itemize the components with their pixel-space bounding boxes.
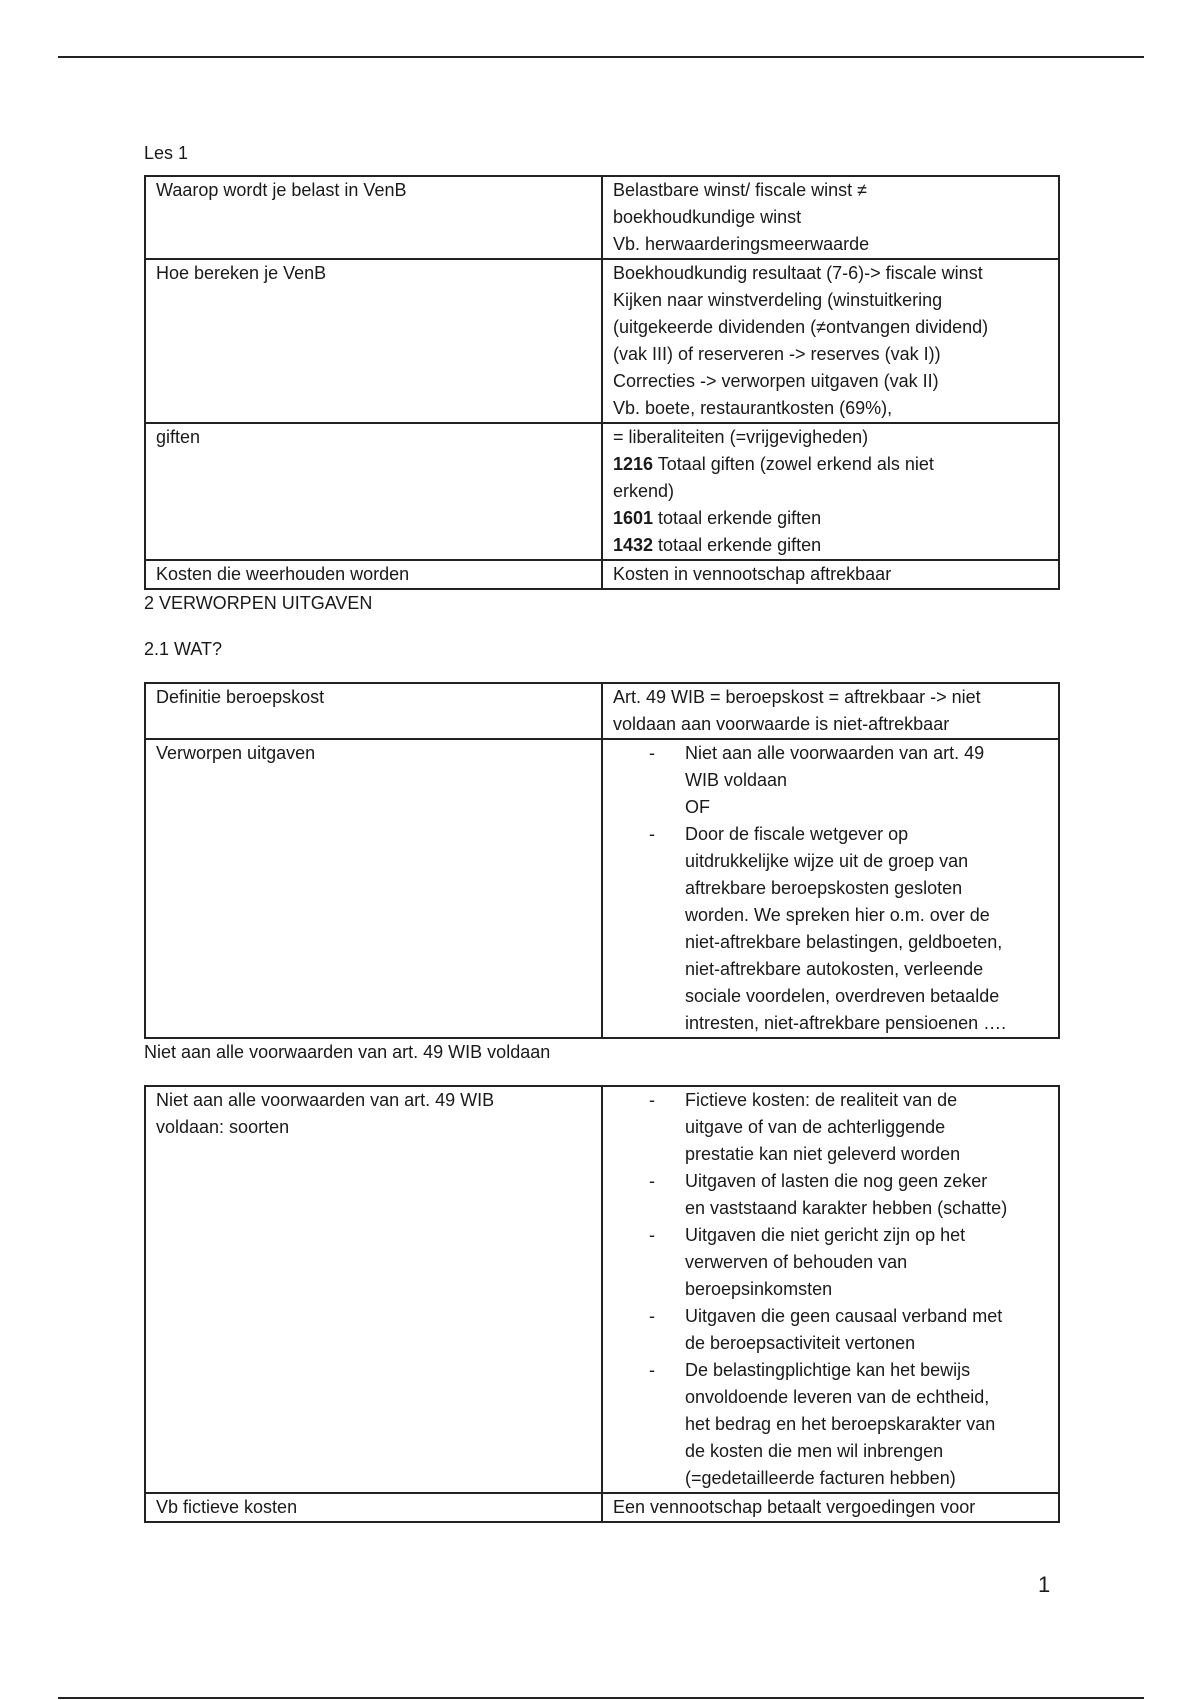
- table-venb: [144, 175, 1060, 590]
- list-item: - Uitgaven die niet gericht zijn op het verwerven of behouden van beroepsinkomsten: [613, 1222, 1050, 1303]
- table-cell-label: Waarop wordt je belast in VenB: [145, 176, 602, 259]
- table-cell-value: = liberaliteiten (=vrijgevigheden) 1216 Totaal giften (zowel erkend als niet erkend) 1601 totaal erkende giften 1432 totaal erkende giften: [602, 423, 1059, 560]
- table-row: [145, 1086, 1059, 1493]
- document-body: [144, 140, 1058, 1523]
- table-cell-label: Vb fictieve kosten: [145, 1493, 602, 1522]
- table-row: [145, 1493, 1059, 1522]
- list-item: - Fictieve kosten: de realiteit van de uitgave of van de achterliggende prestatie kan niet geleverd worden: [613, 1087, 1050, 1168]
- table-row: [145, 560, 1059, 589]
- table-cell-label: Kosten die weerhouden worden: [145, 560, 602, 589]
- table-cell-value: Belastbare winst/ fiscale winst ≠ boekhoudkundige winst Vb. herwaarderingsmeerwaarde: [602, 176, 1059, 259]
- table-cell-label: Definitie beroepskost: [145, 683, 602, 739]
- table-row: [145, 259, 1059, 423]
- footer-rule: [58, 1697, 1144, 1699]
- table-row: [145, 423, 1059, 560]
- table-cell-value: Boekhoudkundig resultaat (7-6)-> fiscale winst Kijken naar winstverdeling (winstuitkering (uitgekeerde dividenden (≠ontvangen dividend) (vak III) of reserveren -> reserves (vak I)) Correcties -> verworpen uitgaven (vak II) Vb. boete, restaurantkosten (69%),: [602, 259, 1059, 423]
- code-1601: 1601: [613, 508, 654, 528]
- table-cell-label: giften: [145, 423, 602, 560]
- code-1432: 1432: [613, 535, 654, 555]
- list-item: - Uitgaven of lasten die nog geen zeker en vaststaand karakter hebben (schatte): [613, 1168, 1050, 1222]
- list-item: - Uitgaven die geen causaal verband met de beroepsactiviteit vertonen: [613, 1303, 1050, 1357]
- table-cell-value: Kosten in vennootschap aftrekbaar: [602, 560, 1059, 589]
- lesson-heading: Les 1: [144, 143, 189, 163]
- table-verworpen-uitgaven: [144, 682, 1060, 1039]
- header-rule: [58, 56, 1144, 58]
- table-soorten: [144, 1085, 1060, 1523]
- table-row: [145, 176, 1059, 259]
- table-cell-value: [602, 1086, 1059, 1493]
- table-cell-value: Art. 49 WIB = beroepskost = aftrekbaar -> niet voldaan aan voorwaarde is niet-aftrekbaar: [602, 683, 1059, 739]
- list-item: - Niet aan alle voorwaarden van art. 49 WIB voldaan OF: [613, 740, 1050, 821]
- table-cell-label: Hoe bereken je VenB: [145, 259, 602, 423]
- table-row: [145, 683, 1059, 739]
- table-cell-value: [602, 739, 1059, 1038]
- subsection-heading: 2.1 WAT?: [144, 639, 223, 659]
- page-number: 1: [1038, 1572, 1051, 1597]
- section-heading: 2 VERWORPEN UITGAVEN: [144, 593, 373, 613]
- table-cell-label: Niet aan alle voorwaarden van art. 49 WIB voldaan: soorten: [145, 1086, 602, 1493]
- list-item: - Door de fiscale wetgever op uitdrukkelijke wijze uit de groep van aftrekbare beroepskosten gesloten worden. We spreken hier o.m. over de niet-aftrekbare belastingen, geldboeten, niet-aftrekbare autokosten, verleende sociale voordelen, overdreven betaalde intresten, niet-aftrekbare pensioenen ….: [613, 821, 1050, 1037]
- paragraph: Niet aan alle voorwaarden van art. 49 WIB voldaan: [144, 1042, 551, 1062]
- table-cell-label: Verworpen uitgaven: [145, 739, 602, 1038]
- table-cell-value: Een vennootschap betaalt vergoedingen voor: [602, 1493, 1059, 1522]
- table-row: [145, 739, 1059, 1038]
- list-item: - De belastingplichtige kan het bewijs onvoldoende leveren van de echtheid, het bedrag en het beroepskarakter van de kosten die men wil inbrengen (=gedetailleerde facturen hebben): [613, 1357, 1050, 1492]
- code-1216: 1216: [613, 454, 654, 474]
